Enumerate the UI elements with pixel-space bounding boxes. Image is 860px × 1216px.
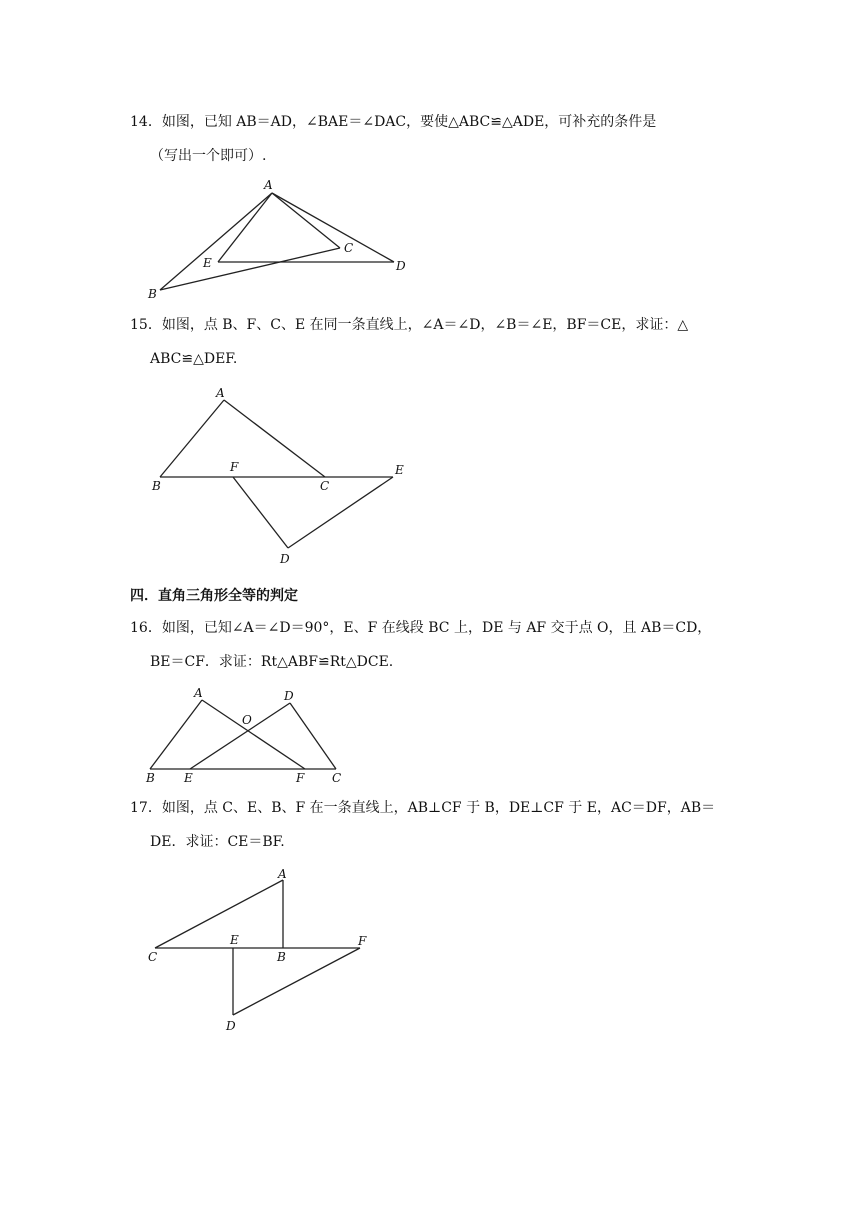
label-C: C xyxy=(332,771,342,785)
segment-DC xyxy=(290,703,336,769)
label-D: D xyxy=(226,1019,236,1033)
q17-text-line1: 17．如图，点 C、E、B、F 在一条直线上，AB⊥CF 于 B，DE⊥CF 于 E，AC＝DF，AB＝ xyxy=(130,800,716,816)
label-F: F xyxy=(296,771,305,785)
segment-ED xyxy=(190,703,290,769)
section-heading: 四．直角三角形全等的判定 xyxy=(130,588,298,604)
figure-q17 xyxy=(148,867,367,1033)
label-F: F xyxy=(230,460,239,474)
label-F: F xyxy=(358,934,367,948)
q15-text-line2: ABC≌△DEF. xyxy=(150,351,238,367)
segment-DF xyxy=(233,948,360,1015)
label-O: O xyxy=(242,713,252,727)
segment-BC xyxy=(160,248,340,290)
label-B: B xyxy=(148,287,157,301)
q15-text-line1: 15．如图，点 B、F、C、E 在同一条直线上，∠A＝∠D，∠B＝∠E，BF＝CE，求证：△ xyxy=(130,317,689,333)
segment-AE xyxy=(218,193,272,262)
label-D: D xyxy=(284,689,294,703)
q14-text-line1: 14．如图，已知 AB＝AD，∠BAE＝∠DAC，要使△ABC≌△ADE，可补充的条件是 xyxy=(130,114,657,130)
label-E: E xyxy=(230,933,239,947)
segment-AC xyxy=(224,400,325,477)
label-A: A xyxy=(194,686,203,700)
segment-AF xyxy=(202,700,305,769)
segment-DE xyxy=(288,477,393,548)
label-A: A xyxy=(216,386,225,400)
label-E: E xyxy=(395,463,404,477)
figure-q15 xyxy=(151,386,404,566)
segment-AD xyxy=(272,193,394,262)
q14-text-line2: （写出一个即可）. xyxy=(150,148,267,164)
label-C: C xyxy=(344,241,354,255)
segment-FD xyxy=(233,477,288,548)
label-D: D xyxy=(280,552,290,566)
q17-text-line2: DE．求证：CE＝BF. xyxy=(150,834,285,850)
q16-text-line1: 16．如图，已知∠A＝∠D＝90°，E、F 在线段 BC 上，DE 与 AF 交于点 O，且 AB＝CD， xyxy=(130,620,712,636)
label-C: C xyxy=(148,950,158,964)
segment-BA xyxy=(150,700,202,769)
label-B: B xyxy=(277,950,286,964)
label-A: A xyxy=(278,867,287,881)
label-B: B xyxy=(146,771,155,785)
label-E: E xyxy=(184,771,193,785)
segment-AC xyxy=(272,193,340,248)
label-C: C xyxy=(320,479,330,493)
figure-q14 xyxy=(147,178,406,301)
segment-CA xyxy=(155,880,283,948)
q16-text-line2: BE＝CF．求证：Rt△ABF≌Rt△DCE. xyxy=(150,654,394,670)
segment-AB xyxy=(160,400,224,477)
label-E: E xyxy=(203,256,212,270)
figure-q16 xyxy=(145,686,341,785)
label-B: B xyxy=(152,479,161,493)
label-A: A xyxy=(264,178,273,192)
label-D: D xyxy=(396,259,406,273)
segment-AB xyxy=(160,193,272,290)
